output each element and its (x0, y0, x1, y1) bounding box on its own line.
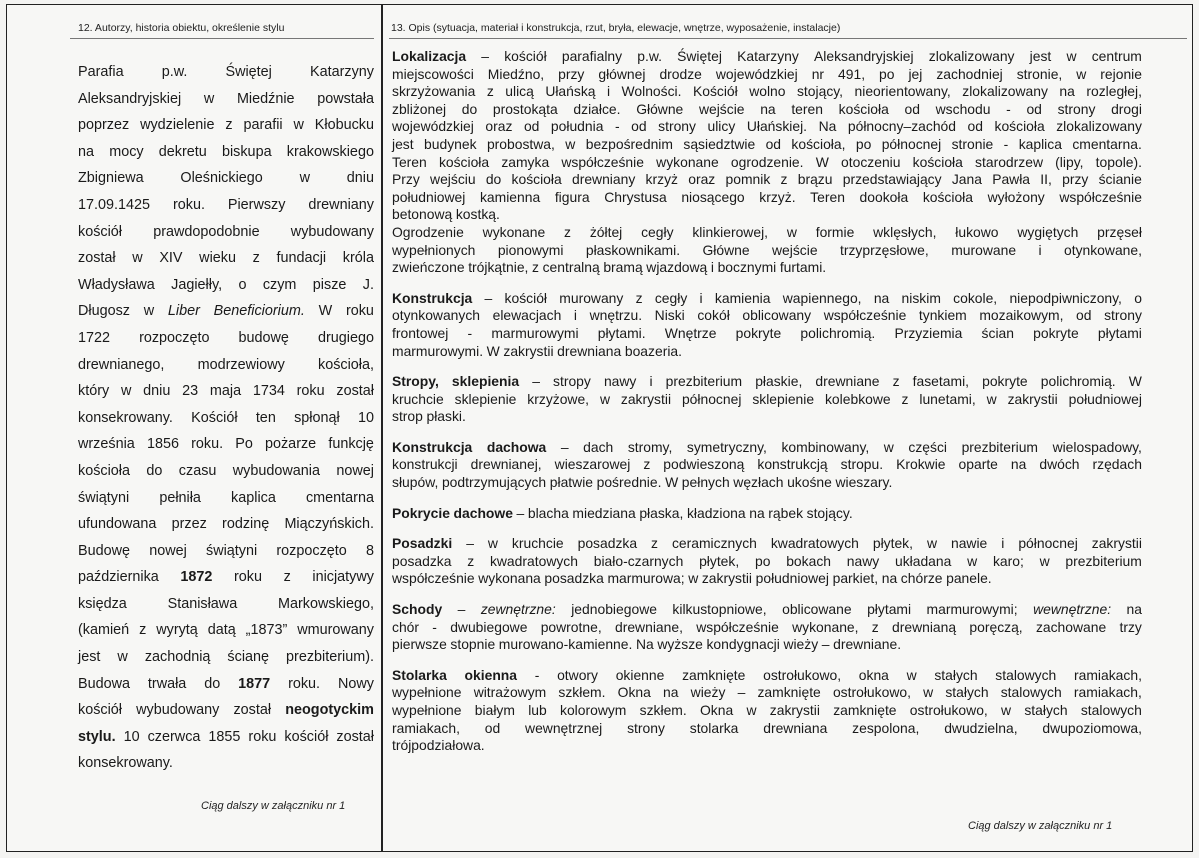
history-line: konsekrowany. Kościół ten spłonął 10 (78, 409, 374, 426)
history-line: Władysława Jagiełły, o czym pisze J. (78, 276, 374, 293)
history-line: 1722 rozpoczęto budowę drugiego (78, 329, 374, 346)
column-divider (381, 4, 383, 852)
description-line: marmurowymi. W zakrystii drewniana boazeria. (392, 342, 682, 359)
history-line: jest w zachodnią ścianę prezbiterium). (78, 649, 374, 666)
description-paragraph (392, 667, 1142, 755)
continuation-note-left: Ciąg dalszy w załączniku nr 1 (201, 800, 346, 812)
header-rule-left (70, 38, 374, 39)
paragraph-gap (392, 426, 1142, 439)
description-line: Pokrycie dachowe – blacha miedziana płaska, kładziona na rąbek stojący. (392, 504, 853, 521)
description-line: jest budynek probostwa, w bezpośrednim sąsiedztwie od kościoła, po północnej stronie - kaplica cmentarna. (392, 135, 1142, 152)
history-line: poprzez wydzielenie z parafii w Kłobucku (78, 117, 374, 134)
description-paragraph (392, 535, 1142, 588)
description-line: zbliżonej do prostokąta działce. Główne wejście na teren kościoła od wschodu - od strony drogi (392, 100, 1142, 117)
history-line: kościół prawdopodobnie wybudowany (78, 223, 374, 240)
description-line: Schody – zewnętrzne: jednobiegowe kilkustopniowe, oblicowane płytami marmurowymi; wewnętrzne: na (392, 601, 1142, 618)
description-line: posadzka z kwadratowych biało-czarnych płytek, po bokach nawy układana w karo; w prezbiterium (392, 552, 1142, 569)
history-line: który w dniu 23 maja 1734 roku został (78, 383, 374, 400)
header-rule-right (389, 38, 1187, 39)
description-line: Konstrukcja – kościół murowany z cegły i kamienia wapiennego, na niskim cokole, niepodpiwniczony, o (392, 289, 1142, 306)
description-line: Posadzki – w kruchcie posadzka z ceramicznych kwadratowych płytek, w nawie i północnej zakrystii (392, 535, 1142, 552)
history-line: Długosz w Liber Beneficiorium. W roku (78, 303, 374, 320)
description-line: wojewódzkiej oraz od południa - od strony ulicy Ułańskiej. Na północny–zachód od kościoła zlokalizowany (392, 118, 1142, 135)
description-line: Teren kościoła zamyka współcześnie wykonane ogrodzenie. W otoczeniu kościoła starodrzew (lipy, topole). (392, 153, 1142, 170)
section-12-header: 12. Autorzy, historia obiektu, określenie stylu (78, 22, 285, 34)
history-line: kościół wybudowany został neogotyckim (78, 702, 374, 719)
description-line: Przy wejściu do kościoła drewniany krzyż oraz pomnik z brązu przedstawiający Jana Pawła II, przy ścianie (392, 171, 1142, 188)
description-line: współcześnie wykonana posadzka marmurowa; w zakrystii południowej parkiet, na chórze panele. (392, 570, 992, 587)
description-line: chór - dwubiegowe powrotne, drewniane, współcześnie wykonane, z drewnianą poręczą, zachowane trzy (392, 618, 1142, 635)
history-line: Parafia p.w. Świętej Katarzyny (78, 64, 374, 80)
description-line: ramiakach, od wewnętrznej strony stolarka drewniana zespolona, dwudzielna, dwupoziomowa, (392, 719, 1142, 736)
description-line: otynkowanych elewacjach i wnętrzu. Niski cokół oblicowany współcześnie tynkiem mozaikowym, od strony (392, 307, 1142, 324)
description-paragraph (392, 290, 1142, 360)
description-line: skrzyżowania z ulicą Ułańską i Wolności. Kościół wolno stojący, nieorientowany, zlokalizowany na rozległej, (392, 83, 1142, 100)
paragraph-gap (392, 588, 1142, 601)
description-paragraph (392, 601, 1142, 654)
continuation-note-right: Ciąg dalszy w załączniku nr 1 (968, 820, 1113, 832)
description-line: wypełnione białym lub kolorowym szkłem. Okna w zakrystii zamknięte ostrołukowo, w stałych stalowych (392, 702, 1142, 718)
history-line: (kamień z wyrytą datą „1873” wmurowany (78, 622, 374, 639)
description-line: betonową kostką. (392, 206, 500, 223)
history-line: Zbigniewa Oleśnickiego w dniu (78, 170, 374, 187)
description-line: pierwsze stopnie murowano-kamienne. Na wyższe kondygnacji wieży – drewniane. (392, 636, 902, 653)
paragraph-gap (392, 277, 1142, 290)
description-text (392, 48, 1142, 755)
description-line: frontowej - marmurowymi płytami. Wnętrze pokryte polichromią. Przyziemia ścian pokryte płytami (392, 324, 1142, 341)
description-line: konstrukcji drewnianej, wieszarowej z podwieszoną konstrukcją stropu. Krokwie oparte na dwóch rzędach (392, 456, 1142, 473)
description-paragraph (392, 439, 1142, 492)
description-paragraph (392, 505, 1142, 523)
description-line: strop płaski. (392, 408, 466, 425)
description-line: miejscowości Miedźno, przy głównej drodze wojewódzkiej nr 491, po jej zachodniej stronie, w rejonie (392, 65, 1142, 82)
description-line: Ogrodzenie wykonane z żółtej cegły klinkierowej, w formie wklęsłych, łukowo wygiętych przęseł (392, 223, 1142, 240)
description-line: słupów, podtrzymujących płatwie pośrednie. W pełnych węzłach ukośne wieszary. (392, 474, 893, 491)
history-line: Budowa trwała do 1877 roku. Nowy (78, 675, 374, 692)
history-line: został w XIV wieku z fundacji króla (78, 250, 374, 267)
paragraph-gap (392, 492, 1142, 505)
description-line: wypełnione witrażowym szkłem. Okna na wieży – zamknięte ostrołukowo, w stałych stalowych ramiakach, (392, 684, 1142, 701)
description-line: trójpodziałowa. (392, 737, 485, 754)
history-line: świątyni pełniła kaplica cmentarna (78, 489, 374, 506)
history-line: na mocy dekretu biskupa krakowskiego (78, 143, 374, 160)
description-line: Konstrukcja dachowa – dach stromy, symetryczny, kombinowany, w części prezbiterium wielospadowy, (392, 438, 1142, 455)
history-line: stylu. 10 czerwca 1855 roku kościół został (78, 728, 374, 745)
description-line: zwieńczone trójkątnie, z centralną bramą wjazdową i bocznymi furtami. (392, 259, 827, 276)
paragraph-gap (392, 360, 1142, 373)
history-line: 17.09.1425 roku. Pierwszy drewniany (78, 196, 374, 213)
history-line: księdza Stanisława Markowskiego, (78, 595, 374, 612)
history-line: września 1856 roku. Po pożarze funkcję (78, 436, 374, 453)
description-line: kruchcie sklepienie krzyżowe, w zakrystii północnej sklepienie kolebkowe z lunetami, w zakrystii południowej (392, 390, 1142, 407)
history-line: kościoła do czasu wybudowania nowej (78, 462, 374, 479)
paragraph-gap (392, 522, 1142, 535)
description-line: Stolarka okienna - otwory okienne zamknięte ostrołukowo, okna w stałych stalowych ramiakach, (392, 666, 1142, 683)
paragraph-gap (392, 654, 1142, 667)
history-text (78, 59, 374, 777)
description-line: Stropy, sklepienia – stropy nawy i prezbiterium płaskie, drewniane z fasetami, pokryte polichromią. W (392, 373, 1142, 390)
section-13-header: 13. Opis (sytuacja, materiał i konstrukcja, rzut, bryła, elewacje, wnętrze, wyposażenie, instalacje) (391, 22, 841, 34)
history-line: października 1872 roku z inicjatywy (78, 569, 374, 586)
description-line: Lokalizacja – kościół parafialny p.w. Świętej Katarzyny Aleksandryjskiej zlokalizowany jest w centrum (392, 48, 1142, 64)
history-line: Aleksandryjskiej w Miedźnie powstała (78, 90, 374, 107)
history-line: ufundowana przez rodzinę Miączyńskich. (78, 516, 374, 533)
history-line: konsekrowany. (78, 755, 173, 772)
description-paragraph (392, 373, 1142, 426)
description-line: południowej kamienna figura Chrystusa niosącego krzyż. Teren dookoła kościoła wyłożony współcześnie (392, 188, 1142, 205)
description-line: wypełnionych pionowymi płaskownikami. Główne wejście trzyprzęsłowe, murowane i otynkowane, (392, 241, 1142, 258)
history-line: Budowę nowej świątyni rozpoczęto 8 (78, 542, 374, 559)
description-paragraph (392, 48, 1142, 277)
history-line: drewnianego, modrzewiowy kościoła, (78, 356, 374, 373)
